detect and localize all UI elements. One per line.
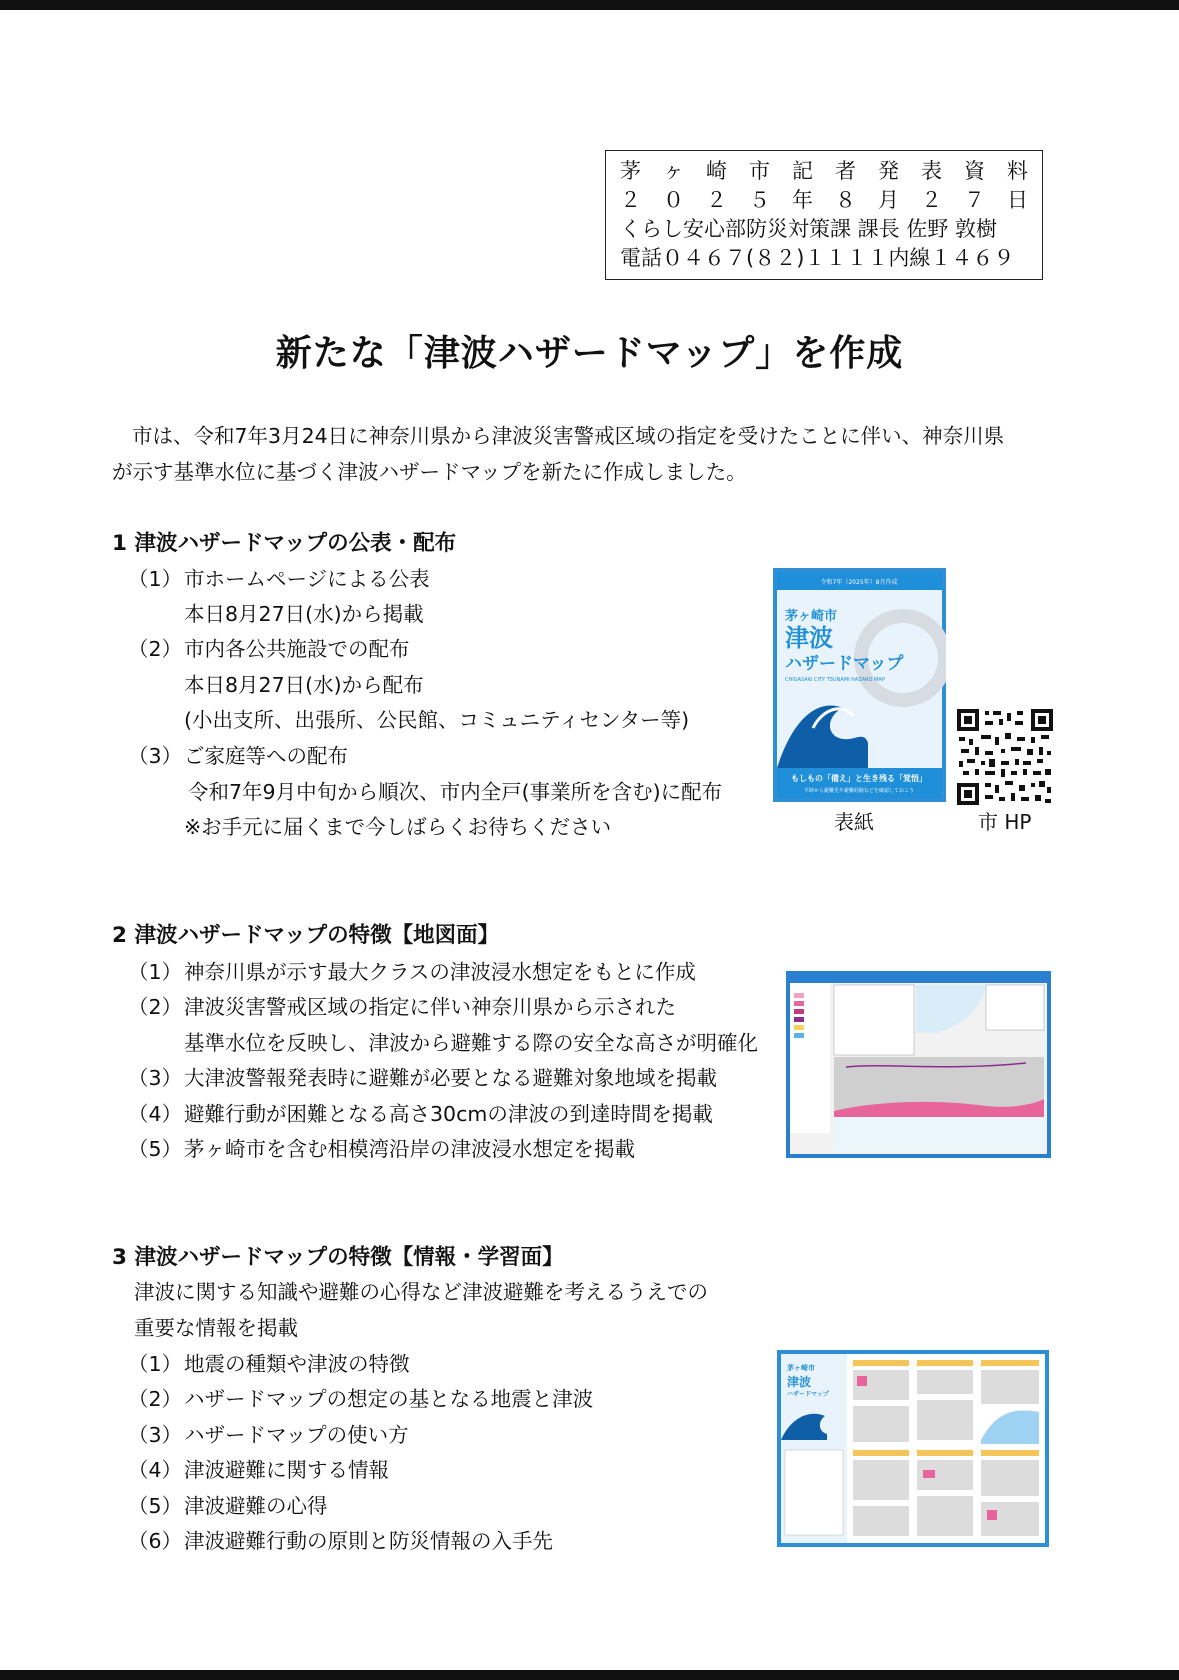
bottom-border [0, 1670, 1179, 1680]
list-item [128, 1132, 635, 1162]
press-char: 表 [921, 159, 942, 183]
item-text: ※お手元に届くまで今しばらくお待ちください [184, 815, 612, 839]
item-number: （4） [128, 1102, 183, 1126]
item-number: （4） [128, 1458, 183, 1482]
item-text: ハザードマップの想定の基となる地震と津波 [184, 1387, 594, 1411]
item-text: 市内各公共施設での配布 [184, 637, 410, 661]
map-side-thumbnail [786, 971, 1051, 1158]
list-item [128, 632, 410, 662]
item-number: （5） [128, 1494, 183, 1518]
list-item [128, 739, 348, 769]
list-item [184, 597, 424, 627]
list-item [184, 1026, 758, 1056]
item-text: 本日8月27日(水)から配布 [184, 673, 424, 697]
info-mini-tsunami: 津波 [787, 1375, 812, 1389]
press-char: ０ [663, 188, 684, 212]
item-text: ハザードマップの使い方 [184, 1423, 409, 1447]
item-number: （2） [128, 995, 183, 1019]
item-number: （2） [128, 1387, 183, 1411]
press-department: くらし安心部防災対策課 課長 佐野 敦樹 [620, 217, 998, 241]
item-text: ご家庭等への配布 [184, 744, 348, 768]
press-char: 崎 [706, 159, 727, 183]
item-text: 避難行動が困難となる高さ30cmの津波の到達時間を掲載 [184, 1102, 713, 1126]
section-3-description-1: 津波に関する知識や避難の心得など津波避難を考えるうえでの [134, 1280, 708, 1304]
list-item [128, 955, 696, 985]
qr-code[interactable] [957, 709, 1053, 805]
cover-caption: 表紙 [834, 810, 874, 834]
press-phone: 電話０４６７(８２)１１１１内線１４６９ [620, 246, 1015, 270]
press-char: ２ [620, 188, 641, 212]
item-text: 茅ヶ崎市を含む相模湾沿岸の津波浸水想定を掲載 [184, 1137, 635, 1161]
info-side-thumbnail [777, 1350, 1049, 1547]
press-char: 市 [749, 159, 770, 183]
item-number: （3） [128, 1423, 183, 1447]
item-text: 津波避難に関する情報 [184, 1458, 389, 1482]
press-char: 料 [1007, 159, 1028, 183]
intro-paragraph [112, 418, 1047, 490]
item-text: 津波避難の心得 [184, 1494, 328, 1518]
item-number: （1） [128, 1352, 183, 1376]
list-item [128, 1524, 553, 1554]
press-char: ２ [921, 188, 942, 212]
press-char: 日 [1007, 188, 1028, 212]
section-3-description-2: 重要な情報を掲載 [134, 1316, 298, 1340]
item-number: （1） [128, 960, 183, 984]
item-text: 地震の種類や津波の特徴 [184, 1352, 410, 1376]
intro-line-1: 市は、令和7年3月24日に神奈川県から津波災害警戒区域の指定を受けたことに伴い、神奈川県 [132, 424, 1005, 448]
press-release-box [605, 150, 1043, 280]
press-char: 茅 [620, 159, 641, 183]
press-char: ８ [835, 188, 856, 212]
cover-city: 茅ヶ崎市 [785, 609, 838, 624]
list-item [128, 1097, 713, 1127]
section-3-heading: 3 津波ハザードマップの特徴【情報・学習面】 [112, 1245, 564, 1270]
info-mini-city: 茅ヶ崎市 [787, 1364, 815, 1372]
intro-line-2: が示す基準水位に基づく津波ハザードマップを新たに作成しました。 [112, 460, 747, 484]
map-info-panel [986, 985, 1044, 1030]
cover-subtext: 平時から避難先や避難経路などを確認しておこう [803, 788, 915, 794]
list-item [128, 1382, 593, 1412]
cover-date-text: 令和7年（2025年）8月作成 [820, 579, 898, 586]
item-number: （3） [128, 1066, 183, 1090]
press-char: ７ [964, 188, 985, 212]
cover-english: CHIGASAKI CITY TSUNAMI HAZARD MAP [785, 677, 885, 683]
press-char: 月 [878, 188, 899, 212]
info-mini-panel [785, 1450, 843, 1535]
list-item [128, 1347, 410, 1377]
list-item [128, 990, 676, 1020]
list-item [184, 668, 424, 698]
item-text: 基準水位を反映し、津波から避難する際の安全な高さが明確化 [184, 1031, 758, 1055]
press-line-1 [620, 157, 1028, 186]
list-item [128, 1453, 389, 1483]
press-char: 資 [964, 159, 985, 183]
press-char: 記 [792, 159, 813, 183]
map-inset-area [834, 985, 914, 1055]
qr-caption: 市 HP [978, 810, 1032, 834]
press-char: ヶ [663, 159, 684, 183]
item-number: （3） [128, 744, 183, 768]
item-text: 令和7年9月中旬から順次、市内全戸(事業所を含む)に配布 [188, 780, 723, 804]
page-title: 新たな「津波ハザードマップ」を作成 [275, 333, 904, 374]
map-sea-area [834, 1117, 1044, 1151]
press-char: 発 [878, 159, 899, 183]
press-char: ５ [749, 188, 770, 212]
item-number: （2） [128, 637, 183, 661]
item-text: 市ホームページによる公表 [184, 567, 430, 591]
cover-thumbnail [773, 568, 946, 802]
item-text: 津波災害警戒区域の指定に伴い神奈川県から示された [184, 995, 676, 1019]
list-item [184, 810, 611, 840]
item-number: （5） [128, 1137, 183, 1161]
press-char: ２ [706, 188, 727, 212]
item-number: （6） [128, 1529, 183, 1553]
item-text: 大津波警報発表時に避難が必要となる避難対象地域を掲載 [184, 1066, 717, 1090]
press-char: 年 [792, 188, 813, 212]
list-item [184, 703, 689, 733]
cover-tsunami: 津波 [785, 624, 833, 652]
section-2-heading: 2 津波ハザードマップの特徴【地図面】 [112, 923, 500, 948]
item-text: 本日8月27日(水)から掲載 [184, 602, 424, 626]
press-line-2 [620, 186, 1028, 215]
item-text: (小出支所、出張所、公民館、コミュニティセンター等) [184, 708, 690, 732]
section-1-heading: 1 津波ハザードマップの公表・配布 [112, 531, 457, 556]
list-item [188, 775, 722, 805]
item-text: 神奈川県が示す最大クラスの津波浸水想定をもとに作成 [184, 960, 696, 984]
list-item [128, 1418, 409, 1448]
cover-hazard: ハザードマップ [785, 654, 904, 674]
list-item [128, 1061, 717, 1091]
info-mini-hazard: ハザードマップ [787, 1391, 829, 1398]
cover-tagline: もしもの「備え」と生き残る「覚悟」 [791, 774, 927, 783]
item-text: 津波避難行動の原則と防災情報の入手先 [184, 1529, 553, 1553]
list-item [128, 562, 430, 592]
list-item [128, 1489, 328, 1519]
top-border [0, 0, 1179, 10]
press-char: 者 [835, 159, 856, 183]
item-number: （1） [128, 567, 183, 591]
